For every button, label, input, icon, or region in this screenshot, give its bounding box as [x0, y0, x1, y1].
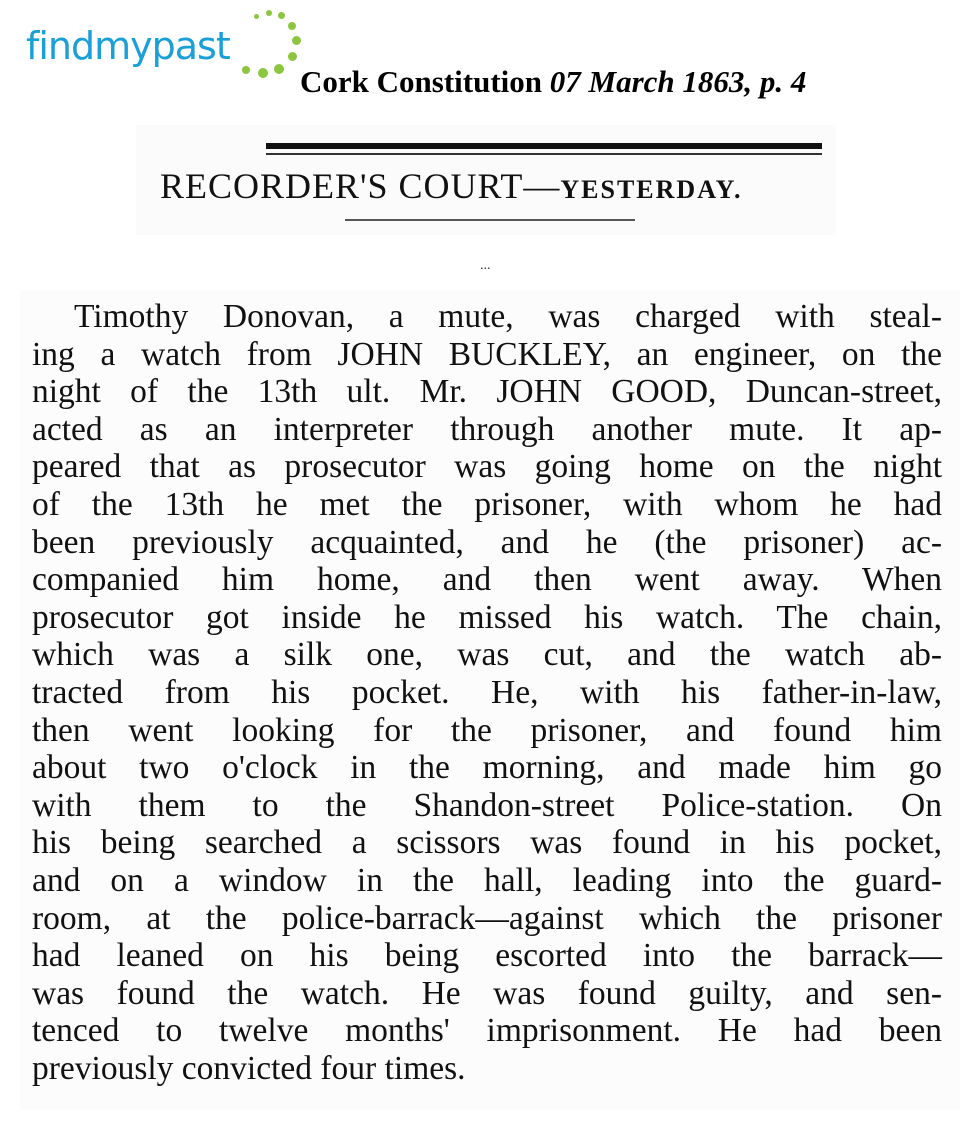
- article-line: acted as an interpreter through another mute. It ap-: [32, 410, 942, 448]
- article-line: room, at the police-barrack—against which the prisoner: [32, 899, 942, 937]
- heading-small: YESTERDAY.: [560, 175, 743, 204]
- article-line: Timothy Donovan, a mute, was charged with steal-: [74, 298, 942, 335]
- article-line: ing a watch from JOHN BUCKLEY, an engineer, on the: [32, 335, 942, 373]
- article-line: night of the 13th ult. Mr. JOHN GOOD, Duncan-street,: [32, 373, 942, 411]
- logo-text: findmypast: [26, 24, 230, 68]
- article-line: with them to the Shandon-street Police-station. On: [32, 786, 942, 824]
- findmypast-logo: [22, 14, 322, 84]
- heading-rule-top: [266, 143, 822, 149]
- article-line: then went looking for the prisoner, and found him: [32, 711, 942, 749]
- article-line: peared that as prosecutor was going home on the night: [32, 448, 942, 486]
- article-line: had leaned on his being escorted into the barrack—: [32, 937, 942, 975]
- article-body: [32, 298, 942, 1087]
- issue-date: 07 March 1863: [549, 64, 745, 99]
- article-line: about two o'clock in the morning, and made him go: [32, 749, 942, 787]
- article-line: of the 13th he met the prisoner, with whom he had: [32, 485, 942, 523]
- article-line: and on a window in the hall, leading into the guard-: [32, 861, 942, 899]
- article-line: which was a silk one, was cut, and the watch ab-: [32, 636, 942, 674]
- omission-ellipsis: ...: [480, 258, 491, 273]
- article-line: was found the watch. He was found guilty, and sen-: [32, 974, 942, 1012]
- article-line: tracted from his pocket. He, with his father-in-law,: [32, 673, 942, 711]
- article-line: been previously acquainted, and he (the prisoner) ac-: [32, 523, 942, 561]
- heading-rule-bottom: [345, 219, 635, 221]
- newspaper-name: Cork Constitution: [300, 64, 543, 99]
- article-line: companied him home, and then went away. When: [32, 561, 942, 599]
- article-line: prosecutor got inside he missed his watch. The chain,: [32, 598, 942, 636]
- article-line: previously convicted four times.: [32, 1049, 466, 1087]
- article-heading: [160, 165, 840, 207]
- citation: [300, 64, 806, 100]
- heading-main: RECORDER'S COURT—: [160, 166, 561, 206]
- page-number: , p. 4: [744, 64, 807, 99]
- heading-rule-top-thin: [266, 153, 822, 155]
- article-line: tenced to twelve months' imprisonment. He had been: [32, 1012, 942, 1050]
- article-line: his being searched a scissors was found in his pocket,: [32, 824, 942, 862]
